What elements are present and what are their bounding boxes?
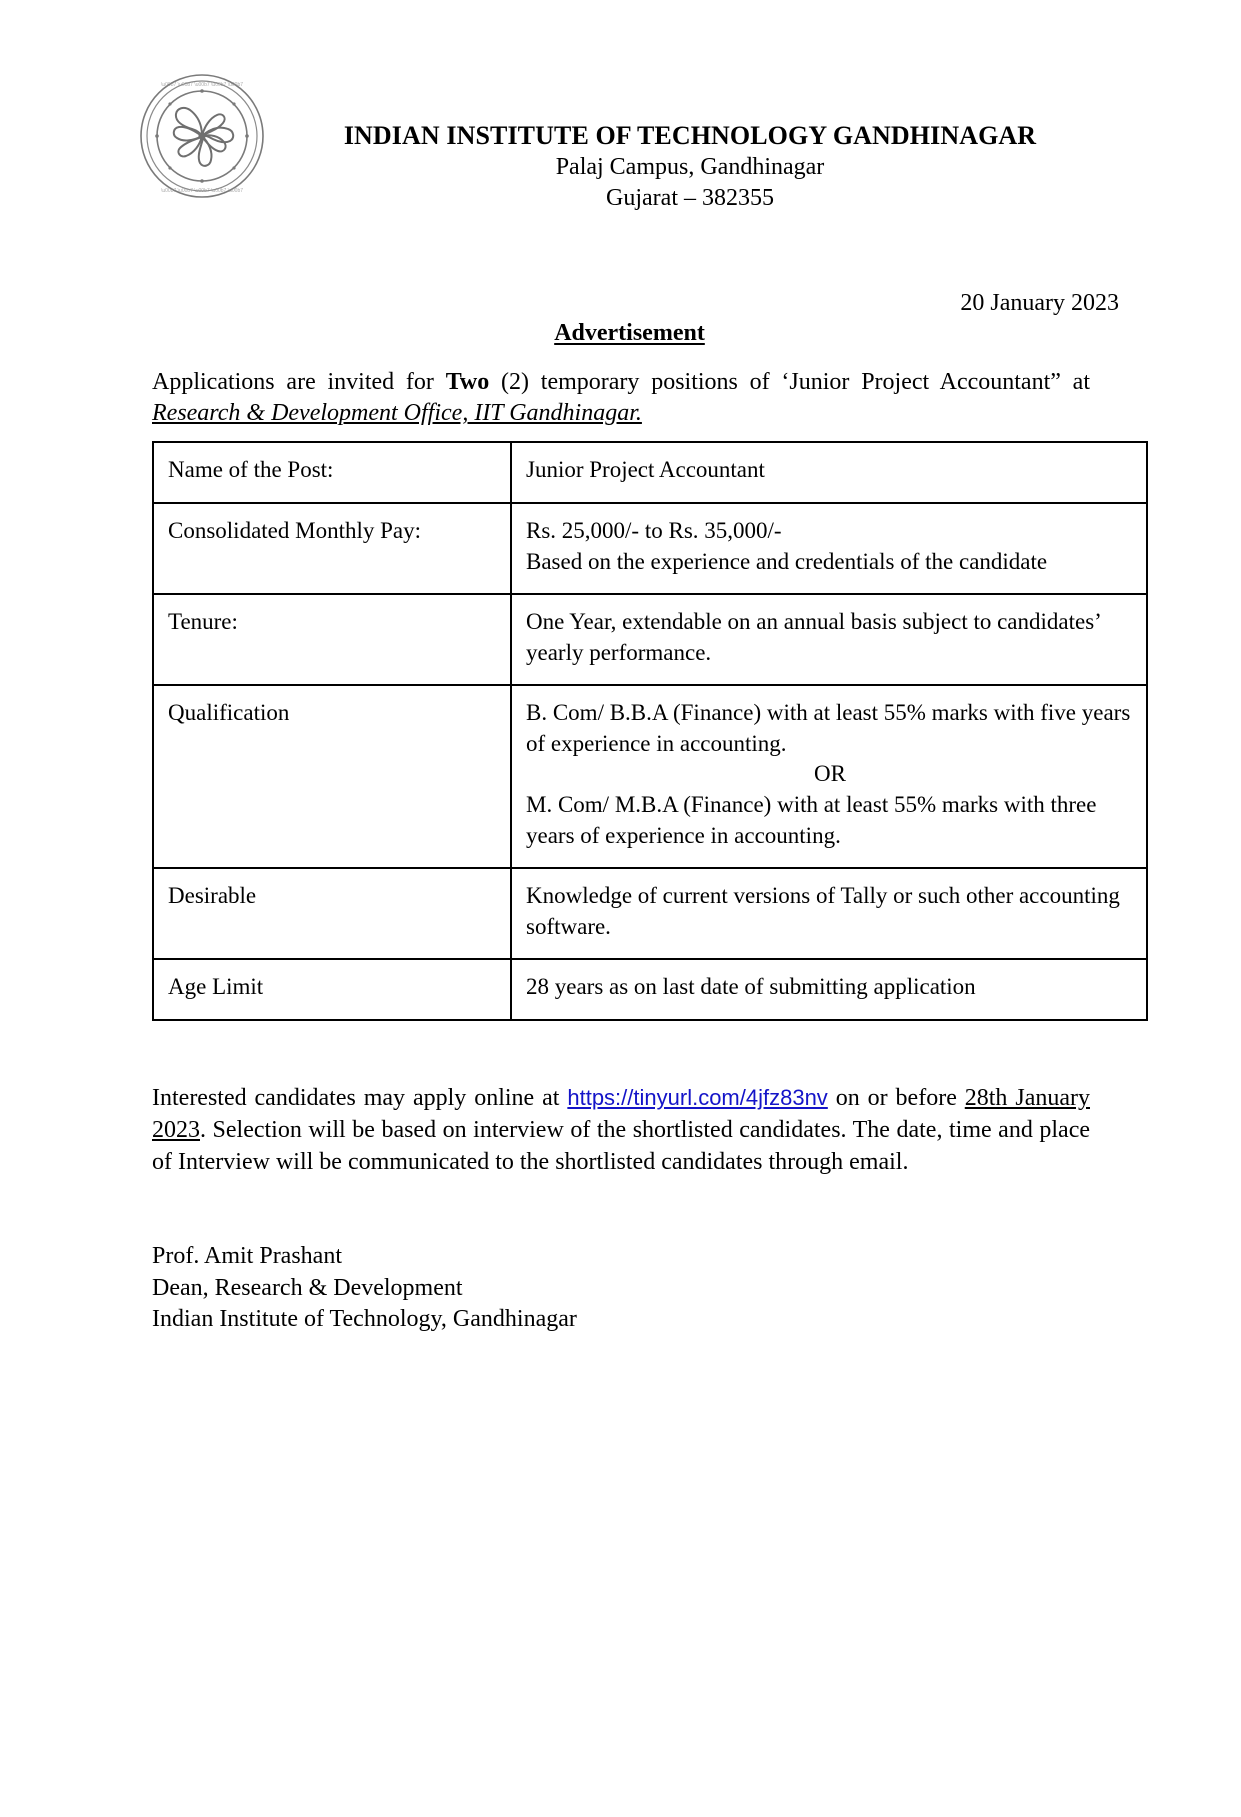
document-date: 20 January 2023 bbox=[960, 290, 1119, 316]
intro-paragraph bbox=[152, 367, 1090, 429]
signatory-designation: Dean, Research & Development bbox=[152, 1274, 463, 1301]
iitgn-seal-icon bbox=[138, 72, 266, 200]
row-value bbox=[511, 959, 1147, 1020]
institute-name: INDIAN INSTITUTE OF TECHNOLOGY GANDHINAGAR bbox=[343, 121, 1037, 150]
document-header bbox=[0, 62, 1241, 232]
table-row bbox=[153, 594, 1147, 685]
apply-online-link[interactable]: https://tinyurl.com/4jfz83nv bbox=[567, 1084, 828, 1110]
signatory-institute: Indian Institute of Technology, Gandhinagar bbox=[152, 1306, 577, 1333]
document-content bbox=[152, 367, 1131, 1336]
intro-bold-count: Two bbox=[445, 369, 490, 395]
value-line: B. Com/ B.B.A (Finance) with at least 55% marks with five years of experience in accounting. bbox=[526, 700, 1131, 756]
value-line: 28 years as on last date of submitting application bbox=[526, 974, 976, 1000]
document-page bbox=[0, 62, 1241, 1817]
apply-deadline: 28th January 2023 bbox=[152, 1084, 1090, 1143]
row-label: Consolidated Monthly Pay: bbox=[153, 503, 511, 594]
value-line: Based on the experience and credentials of the candidate bbox=[526, 548, 1048, 574]
row-label: Age Limit bbox=[153, 959, 511, 1020]
advertisement-heading-text: Advertisement bbox=[554, 320, 705, 346]
row-value bbox=[511, 442, 1147, 503]
intro-part2: (2) temporary positions of ‘Junior Project Accountant” at bbox=[489, 369, 1091, 395]
table-row bbox=[153, 442, 1147, 503]
intro-part1: Applications are invited for bbox=[152, 369, 446, 395]
value-line: Junior Project Accountant bbox=[526, 457, 765, 483]
svg-text:\u00b7 \u00b7 \u00b7 \u00b7 \u: \u00b7 \u00b7 \u00b7 \u00b7 \u00b7 bbox=[160, 188, 244, 194]
signature-block bbox=[152, 1241, 1090, 1337]
row-label: Name of the Post: bbox=[153, 442, 511, 503]
table-row bbox=[153, 868, 1147, 959]
row-label: Desirable bbox=[153, 868, 511, 959]
row-label: Qualification bbox=[153, 685, 511, 868]
row-value bbox=[511, 594, 1147, 685]
row-value bbox=[511, 868, 1147, 959]
apply-part3: . Selection will be based on interview of the shortlisted candidates. The date, time and place of Interview will be communicated to the shortlisted candidates through email. bbox=[152, 1116, 1090, 1175]
institute-heading-block bbox=[290, 120, 1090, 215]
value-line-or: OR bbox=[814, 761, 846, 787]
value-line: Knowledge of current versions of Tally or such other accounting software. bbox=[526, 883, 1120, 939]
advertisement-heading bbox=[0, 320, 1241, 347]
position-details-table bbox=[152, 441, 1148, 1021]
intro-office: Research & Development Office, IIT Gandhinagar. bbox=[152, 400, 642, 427]
row-value bbox=[511, 685, 1147, 868]
value-line: M. Com/ M.B.A (Finance) with at least 55% marks with three years of experience in accounting. bbox=[526, 792, 1097, 848]
campus-line: Palaj Campus, Gandhinagar bbox=[555, 153, 825, 180]
svg-text:\u00b7 \u00b7 \u00b7 \u00b7 \u: \u00b7 \u00b7 \u00b7 \u00b7 \u00b7 bbox=[160, 82, 244, 88]
value-line: Rs. 25,000/- to Rs. 35,000/- bbox=[526, 517, 782, 543]
row-value bbox=[511, 503, 1147, 594]
signatory-name: Prof. Amit Prashant bbox=[152, 1242, 342, 1269]
table-row bbox=[153, 685, 1147, 868]
apply-part1: Interested candidates may apply online at bbox=[152, 1084, 568, 1111]
state-line: Gujarat – 382355 bbox=[606, 185, 774, 212]
apply-paragraph bbox=[152, 1083, 1090, 1179]
table-row bbox=[153, 503, 1147, 594]
row-label: Tenure: bbox=[153, 594, 511, 685]
apply-part2: on or before bbox=[827, 1084, 965, 1111]
table-row bbox=[153, 959, 1147, 1020]
value-line: One Year, extendable on an annual basis subject to candidates’ yearly performance. bbox=[526, 609, 1101, 665]
